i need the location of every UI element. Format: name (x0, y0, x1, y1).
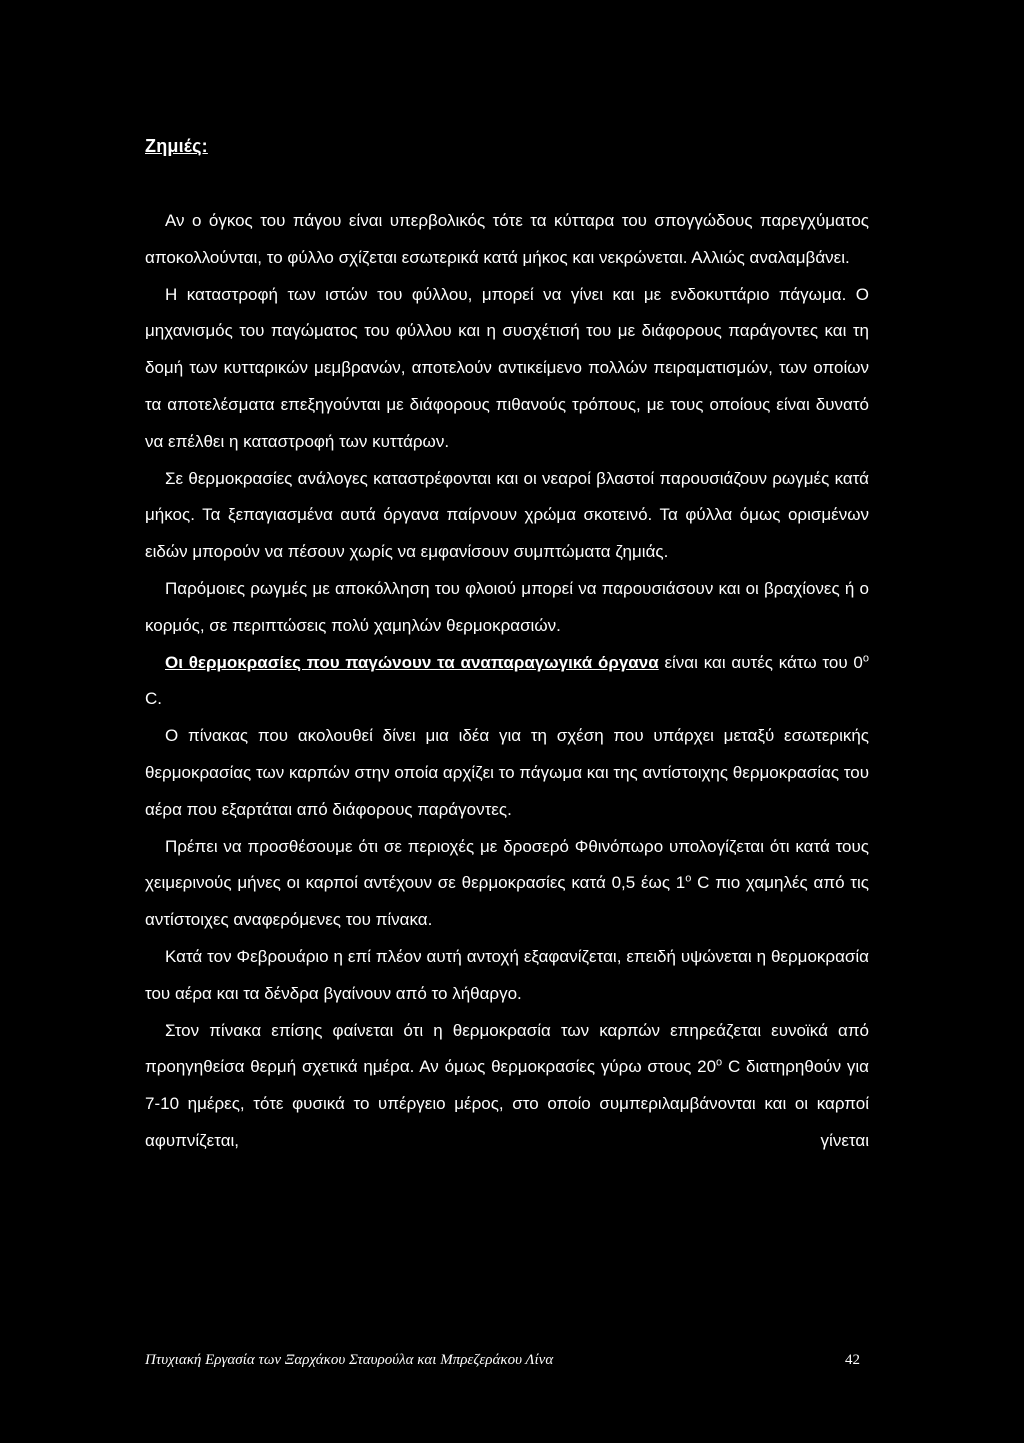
paragraph-7 (145, 829, 869, 939)
paragraph-7-text-a: Πρέπει να προσθέσουμε ότι σε περιοχές με δροσερό Φθινόπωρο υπολογίζεται ότι κατά τους χειμερινούς μήνες οι καρποί αντέχουν σε θερμοκρασίες κατά 0,5 έως 1 (145, 836, 869, 893)
paragraph-5 (145, 645, 869, 719)
paragraph-3: Σε θερμοκρασίες ανάλογες καταστρέφονται και οι νεαροί βλαστοί παρουσιάζουν ρωγμές κατά μήκος. Τα ξεπαγιασμένα αυτά όργανα παίρνουν χρώμα σκοτεινό. Τα φύλλα όμως ορισμένων ειδών μπορούν να πέσουν χωρίς να εμφανίσουν συμπτώματα ζημιάς. (145, 468, 869, 562)
paragraph-2: Η καταστροφή των ιστών του φύλλου, μπορεί να γίνει και με ενδοκυττάριο πάγωμα. Ο μηχανισμός του παγώματος του φύλλου και η συσχέτισή του με διάφορους παράγοντες και τη δομή των κυτταρικών μεμβρανών, αποτελούν αντικείμενο πολλών πειραματισμών, των οποίων τα αποτελέσματα επεξηγούνται με διάφορους πιθανούς τρόπους, με τους οποίους είναι δυνατό να επέλθει η καταστροφή των κυττάρων. (145, 284, 869, 451)
degree-sign: o (685, 872, 692, 885)
paragraph-9 (145, 1013, 869, 1160)
section-heading: Ζημιές: (145, 136, 208, 156)
paragraph-8: Κατά τον Φεβρουάριο η επί πλέον αυτή αντοχή εξαφανίζεται, επειδή υψώνεται η θερμοκρασία του αέρα και τα δένδρα βγαίνουν από το λήθαργο. (145, 946, 869, 1003)
underlined-phrase: Οι θερμοκρασίες που παγώνουν τα αναπαραγωγικά όργανα (165, 652, 659, 672)
paragraph-1: Αν ο όγκος του πάγου είναι υπερβολικός τότε τα κύτταρα του σπογγώδους παρεγχύματος αποκολλούνται, το φύλλο σχίζεται εσωτερικά κατά μήκος και νεκρώνεται. Αλλιώς αναλαμβάνει. (145, 211, 869, 267)
paragraph-7-text-b: C πιο χαμηλές από τις αντίστοιχες αναφερόμενες του πίνακα. (145, 873, 869, 930)
body-text (145, 203, 869, 1160)
paragraph-9-text-a: Στον πίνακα επίσης φαίνεται ότι η θερμοκρασία των καρπών επηρεάζεται ευνοϊκά από προηγηθείσα θερμή σχετικά ημέρα. Αν όμως θερμοκρασίες γύρω στους 20 (145, 1020, 869, 1077)
footer-title: Πτυχιακή Εργασία των Ξαρχάκου Σταυρούλα και Μπρεζεράκου Λίνα (145, 1352, 554, 1368)
paragraph-5-text-a: είναι και αυτές κάτω του 0 (658, 652, 863, 672)
degree-sign: o (862, 651, 869, 664)
paragraph-9-text-b: C διατηρηθούν για 7-10 ημέρες, τότε φυσικά το υπέργειο μέρος, στο οποίο συμπεριλαμβάνονται και οι καρποί αφυπνίζεται, γίνεται (145, 1057, 869, 1150)
paragraph-4: Παρόμοιες ρωγμές με αποκόλληση του φλοιού μπορεί να παρουσιάσουν και οι βραχίονες ή ο κορμός, σε περιπτώσεις πολύ χαμηλών θερμοκρασιών. (145, 578, 869, 635)
paragraph-6: Ο πίνακας που ακολουθεί δίνει μια ιδέα για τη σχέση που υπάρχει μεταξύ εσωτερικής θερμοκρασίας των καρπών στην οποία αρχίζει το πάγωμα και της αντίστοιχης θερμοκρασίας του αέρα που εξαρτάται από διάφορους παράγοντες. (145, 726, 869, 819)
degree-sign: o (716, 1056, 723, 1069)
paragraph-5-text-b: C. (145, 689, 162, 709)
page-number: 42 (845, 1352, 860, 1368)
